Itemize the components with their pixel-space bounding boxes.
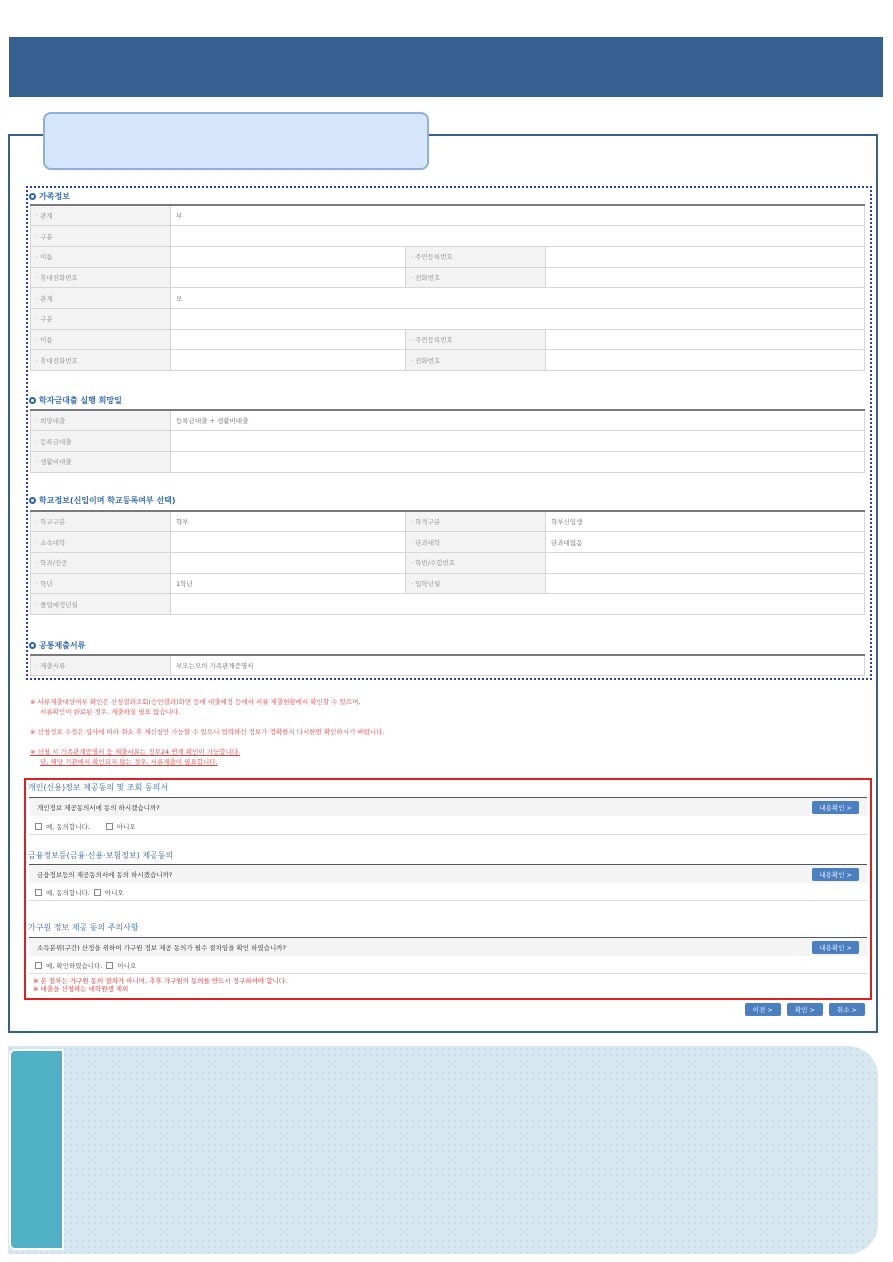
family-field-label: · 주민등록번호 — [406, 246, 546, 267]
bullet-icon — [29, 193, 36, 200]
loan-row — [31, 451, 865, 472]
consent-3-question-bar: 소득분위(구간) 산정을 위하여 가구원 정보 제공 동의가 필수 절차임을 확인 하였습니까? 내용확인 > — [29, 937, 867, 956]
school-field-label: · 입학년월 — [406, 573, 546, 594]
family-row — [31, 288, 865, 309]
loan-row — [31, 431, 865, 452]
family-row — [31, 267, 865, 288]
school-table — [30, 510, 865, 615]
section-tab[interactable] — [43, 112, 429, 170]
school-field-value[interactable]: 단과대없음 — [546, 532, 865, 553]
school-field-label: · 학적구분 — [406, 511, 546, 532]
confirm-button[interactable]: 확인 > — [787, 1003, 823, 1016]
cancel-button[interactable]: 취소 > — [829, 1003, 865, 1016]
school-field-label: · 졸업예정년월 — [31, 594, 171, 615]
family-field-value[interactable] — [171, 246, 406, 267]
consent-2-yes-checkbox[interactable] — [35, 889, 42, 896]
consent-1-title: 개인(신용)정보 제공동의 및 조회 동의서 — [28, 783, 169, 792]
family-field-value[interactable] — [546, 246, 865, 267]
consent-1-no-checkbox[interactable] — [106, 823, 113, 830]
top-banner — [9, 37, 883, 97]
loan-field-label: · 등록금대출 — [31, 431, 171, 452]
consent-2-title: 금융정보등(금융·신용·보험정보) 제공동의 — [28, 851, 174, 860]
school-field-value[interactable]: 학부 — [171, 511, 406, 532]
school-row — [31, 552, 865, 573]
school-field-value[interactable]: 1학년 — [171, 573, 406, 594]
note-2: ※ 신청정보 수정은 심사에 따라 취소 후 재신청만 가능할 수 있으니 입력하신 정보가 정확한지 다시한번 확인하시기 바랍니다. — [30, 728, 385, 736]
loan-field-label: · 희망대출 — [31, 410, 171, 431]
family-field-value[interactable] — [171, 350, 406, 371]
family-field-value[interactable] — [171, 267, 406, 288]
family-field-label: · 구분 — [31, 226, 171, 247]
nav-buttons — [745, 1003, 865, 1016]
consent-2-choices: 예, 동의합니다. 아니오 — [29, 885, 867, 901]
consent-note-1: ※ 본 절차는 가구원 동의 절차가 아니며, 추후 가구원의 동의를 반드시 징구하셔야 합니다. — [33, 977, 288, 985]
bullet-icon — [29, 642, 36, 649]
school-field-label: · 학교구분 — [31, 511, 171, 532]
docs-table — [30, 654, 865, 676]
prev-button[interactable]: 이전 > — [745, 1003, 781, 1016]
loan-section-title: 학자금대출 실행 희망일 — [29, 395, 122, 406]
consent-2-question-bar: 금융정보등의 제공동의서에 동의 하시겠습니까? 내용확인 > — [29, 864, 867, 883]
info-panel-tab — [9, 1049, 64, 1250]
family-row — [31, 308, 865, 329]
family-field-label: · 전화번호 — [406, 350, 546, 371]
family-field-value[interactable] — [546, 267, 865, 288]
family-field-label: · 구분 — [31, 308, 171, 329]
family-field-label: · 이름 — [31, 329, 171, 350]
school-row — [31, 532, 865, 553]
consent-1-view-button[interactable]: 내용확인 > — [812, 801, 859, 814]
family-field-label: · 전화번호 — [406, 267, 546, 288]
school-field-label: · 학번/수험번호 — [406, 552, 546, 573]
family-field-value[interactable]: 모 — [171, 288, 865, 309]
note-3: ※ 신청 시 가족관계증명서 등 제출서류는 정부24 연계 확인이 가능합니다. 단, 해당 기관에서 확인되지 않는 경우, 서류제출이 필요합니다. — [30, 748, 241, 766]
school-field-label: · 소속대학 — [31, 532, 171, 553]
consent-3-choices: 예, 확인하였습니다. 아니오 — [29, 958, 867, 974]
consent-1-question-bar: 개인정보 제공동의서에 동의 하시겠습니까? 내용확인 > — [29, 797, 867, 816]
family-field-value[interactable]: 부 — [171, 205, 865, 226]
loan-field-value[interactable] — [171, 431, 865, 452]
family-field-label: · 관계 — [31, 205, 171, 226]
consent-note-2: ※ 대출을 신청하는 대학원생 제외 — [33, 985, 129, 993]
family-field-value[interactable] — [171, 308, 865, 329]
school-field-label: · 학과/전공 — [31, 552, 171, 573]
loan-field-value[interactable]: 등록금대출 + 생활비대출 — [171, 410, 865, 431]
docs-value: 부모는모의 가족관계증명서 — [171, 655, 865, 676]
note-1: ※ 서류제출대상여부 확인은 신청결과조회(승인결과)화면 등에 대출예정 등에서 서류 제출현황에서 확인할 수 있으며, 서류확인이 완료된 경우, 제출하실 필요 없습니다. — [30, 698, 361, 716]
loan-field-label: · 생활비대출 — [31, 451, 171, 472]
school-row — [31, 511, 865, 532]
info-panel — [8, 1046, 878, 1254]
family-row — [31, 329, 865, 350]
family-field-label: · 이름 — [31, 246, 171, 267]
consent-3-yes-checkbox[interactable] — [35, 962, 42, 969]
family-field-label: · 휴대전화번호 — [31, 267, 171, 288]
family-row — [31, 205, 865, 226]
school-row — [31, 573, 865, 594]
school-field-label: · 단과대학 — [406, 532, 546, 553]
loan-field-value[interactable] — [171, 451, 865, 472]
bullet-icon — [29, 497, 36, 504]
family-field-value[interactable] — [546, 329, 865, 350]
school-section-title: 학교정보(신입이며 학교등록여부 선택) — [29, 495, 176, 506]
consent-2-no-checkbox[interactable] — [94, 889, 101, 896]
school-field-label: · 학년 — [31, 573, 171, 594]
consent-1-choices: 예, 동의합니다. 아니오 — [29, 819, 867, 835]
family-row — [31, 350, 865, 371]
family-table — [30, 204, 865, 371]
family-section-title: 가족정보 — [29, 191, 70, 202]
docs-label: · 제출서류 — [31, 655, 171, 676]
school-field-value[interactable]: 학부신입생 — [546, 511, 865, 532]
bullet-icon — [29, 397, 36, 404]
loan-row — [31, 410, 865, 431]
family-row — [31, 246, 865, 267]
docs-section-title: 공통제출서류 — [29, 640, 85, 651]
school-field-value[interactable] — [171, 594, 865, 615]
school-field-value[interactable] — [546, 552, 865, 573]
family-field-label: · 관계 — [31, 288, 171, 309]
school-row — [31, 594, 865, 615]
consent-3-view-button[interactable]: 내용확인 > — [812, 941, 859, 954]
family-field-value[interactable] — [171, 226, 865, 247]
consent-1-yes-checkbox[interactable] — [35, 823, 42, 830]
family-field-value[interactable] — [546, 350, 865, 371]
consent-2-view-button[interactable]: 내용확인 > — [812, 868, 859, 881]
family-field-label: · 주민등록번호 — [406, 329, 546, 350]
family-row — [31, 226, 865, 247]
consent-3-no-checkbox[interactable] — [106, 962, 113, 969]
family-field-label: · 휴대전화번호 — [31, 350, 171, 371]
family-field-value[interactable] — [171, 329, 406, 350]
school-field-value[interactable] — [546, 573, 865, 594]
consent-3-title: 가구원 정보 제공 동의 주의사항 — [28, 923, 139, 932]
school-field-value[interactable] — [171, 532, 406, 553]
loan-table — [30, 409, 865, 473]
school-field-value[interactable] — [171, 552, 406, 573]
